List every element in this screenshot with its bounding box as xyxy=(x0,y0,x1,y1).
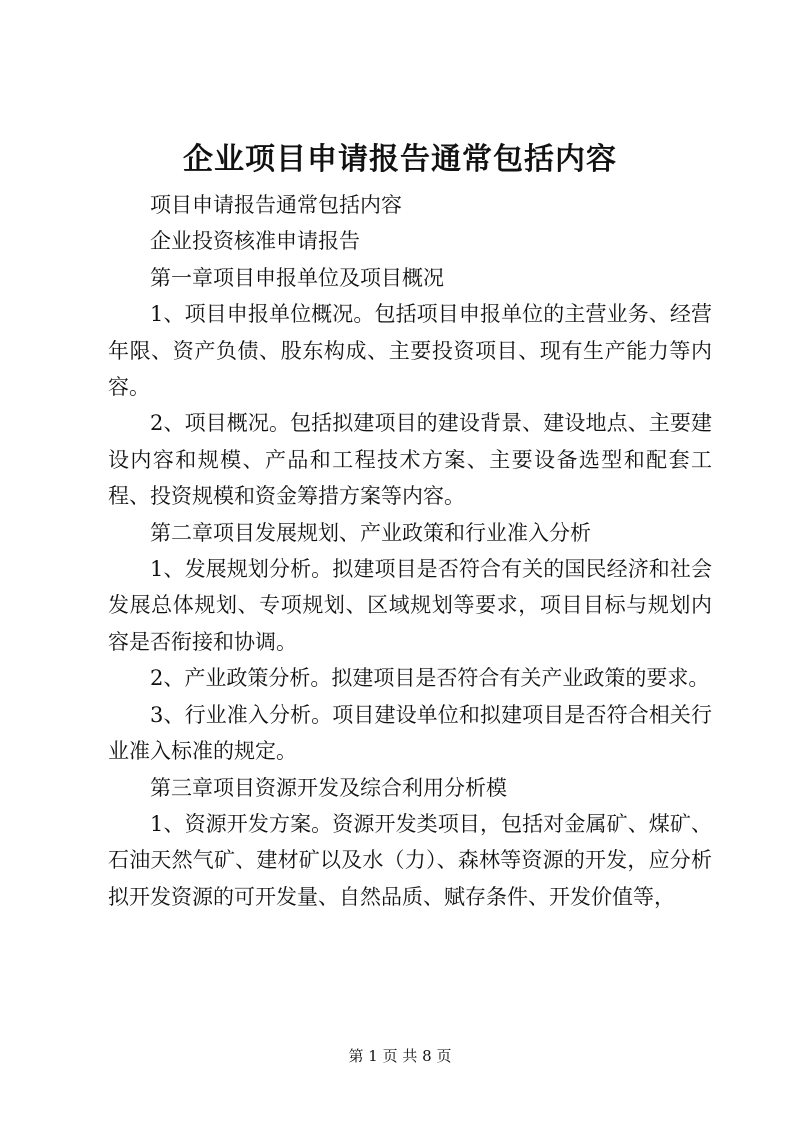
document-body xyxy=(108,187,712,915)
paragraph-2-1: 1、发展规划分析。拟建项目是否符合有关的国民经济和社会发展总体规划、专项规划、区域规划等要求，项目目标与规划内容是否衔接和协调。 xyxy=(108,557,712,654)
paragraph-3-1: 1、资源开发方案。资源开发类项目，包括对金属矿、煤矿、石油天然气矿、建材矿以及水（力）、森林等资源的开发，应分析拟开发资源的可开发量、自然品质、赋存条件、开发价值等， xyxy=(108,811,712,909)
paragraph-subtitle: 项目申请报告通常包括内容 xyxy=(150,193,402,217)
chapter-1-heading: 第一章项目申报单位及项目概况 xyxy=(150,265,444,290)
paragraph-1-2: 2、项目概况。包括拟建项目的建设背景、建设地点、主要建设内容和规模、产品和工程技术方案、主要设备选型和配套工程、投资规模和资金筹措方案等内容。 xyxy=(108,411,712,509)
chapter-3-heading: 第三章项目资源开发及综合利用分析模 xyxy=(150,775,507,800)
paragraph-report-name: 企业投资核准申请报告 xyxy=(150,229,360,254)
page-footer: 第 1 页 共 8 页 xyxy=(348,1047,452,1065)
paragraph-2-3: 3、行业准入分析。项目建设单位和拟建项目是否符合相关行业准入标准的规定。 xyxy=(108,702,712,764)
document-title: 企业项目申请报告通常包括内容 xyxy=(183,142,617,177)
chapter-2-heading: 第二章项目发展规划、产业政策和行业准入分析 xyxy=(150,520,591,545)
paragraph-1-1: 1、项目申报单位概况。包括项目申报单位的主营业务、经营年限、资产负债、股东构成、主要投资项目、现有生产能力等内容。 xyxy=(108,302,712,400)
paragraph-2-2: 2、产业政策分析。拟建项目是否符合有关产业政策的要求。 xyxy=(150,666,710,691)
